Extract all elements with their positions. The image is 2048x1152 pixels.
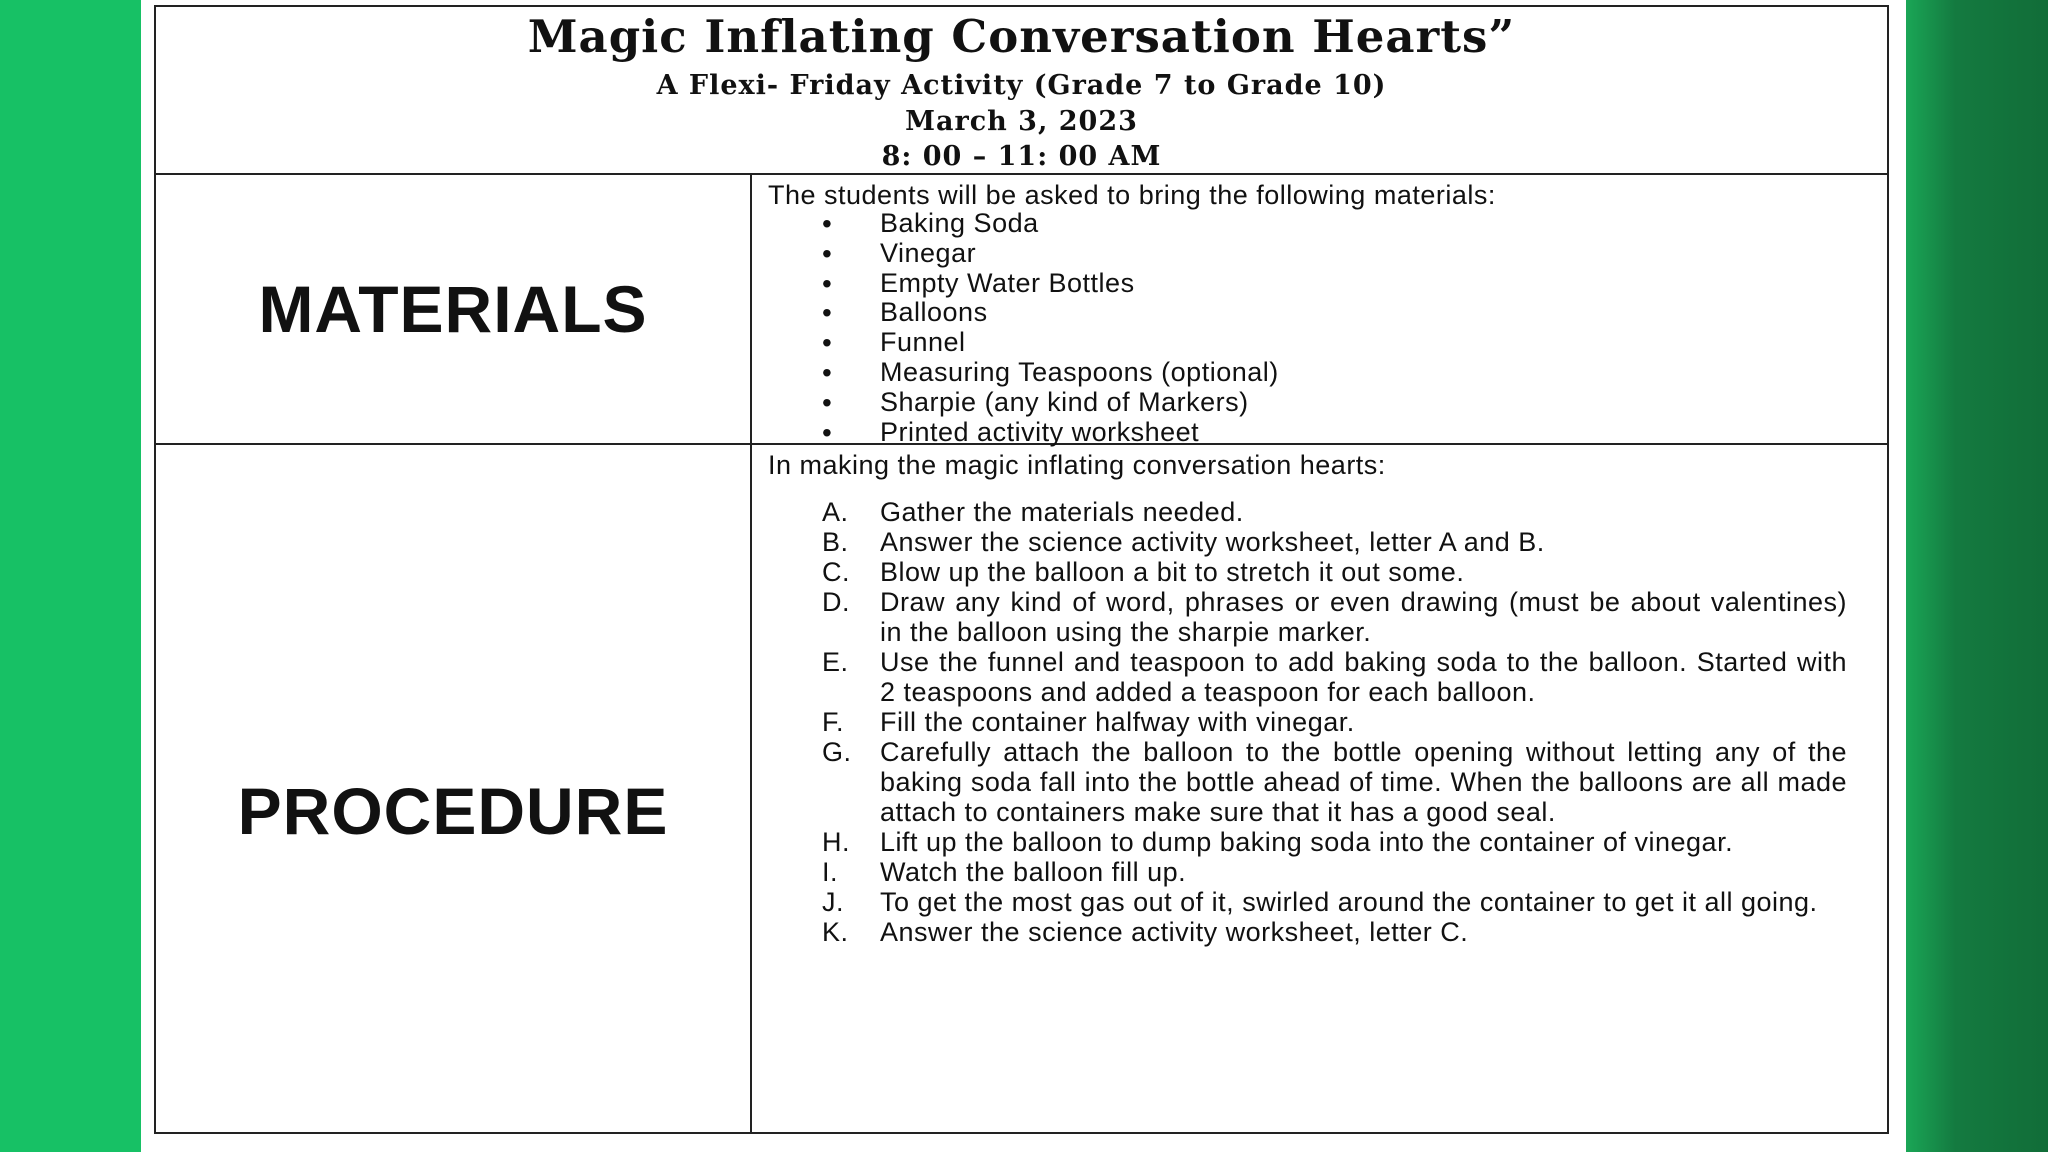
step-letter: K.: [822, 917, 849, 947]
procedure-row: [156, 445, 1887, 1134]
step-text: Answer the science activity worksheet, letter A and B.: [880, 527, 1545, 557]
list-item: [822, 737, 1847, 827]
list-item: • Sharpie (any kind of Markers): [822, 388, 1279, 418]
document-header: [156, 7, 1887, 175]
step-text: Blow up the balloon a bit to stretch it out some.: [880, 557, 1465, 587]
step-letter: A.: [822, 497, 849, 527]
list-item: [822, 557, 1847, 587]
step-text: Fill the container halfway with vinegar.: [880, 707, 1355, 737]
procedure-label: PROCEDURE: [156, 445, 752, 1134]
list-item: [822, 887, 1847, 917]
right-green-border: [1906, 0, 2048, 1152]
list-item: • Measuring Teaspoons (optional): [822, 358, 1279, 388]
step-text: Watch the balloon fill up.: [880, 857, 1187, 887]
list-item: [822, 857, 1847, 887]
list-item: [822, 827, 1847, 857]
activity-table: [154, 5, 1889, 1134]
step-letter: F.: [822, 707, 845, 737]
step-text: Carefully attach the balloon to the bottle opening without letting any of the baking soda fall into the bottle ahead of time. When the balloons are all made attach to containers make sure that it has a good seal.: [880, 737, 1847, 827]
step-text: To get the most gas out of it, swirled around the container to get it all going.: [880, 887, 1818, 917]
procedure-intro: In making the magic inflating conversation hearts:: [768, 450, 1386, 480]
step-letter: C.: [822, 557, 850, 587]
list-item: [822, 917, 1847, 947]
list-item: • Vinegar: [822, 239, 1279, 269]
materials-label: MATERIALS: [156, 175, 752, 443]
list-item: • Empty Water Bottles: [822, 269, 1279, 299]
list-item: • Funnel: [822, 328, 1279, 358]
step-letter: G.: [822, 737, 852, 767]
list-item: [822, 707, 1847, 737]
step-letter: I.: [822, 857, 839, 887]
list-item: [822, 587, 1847, 647]
list-item: • Baking Soda: [822, 209, 1279, 239]
activity-time: 8: 00 – 11: 00 AM: [881, 141, 1162, 172]
procedure-steps: [822, 497, 1847, 947]
procedure-content: [752, 445, 1887, 1134]
step-letter: H.: [822, 827, 850, 857]
activity-date: March 3, 2023: [905, 106, 1138, 137]
step-text: Use the funnel and teaspoon to add baking soda to the balloon. Started with 2 teaspoons and added a teaspoon for each balloon.: [880, 647, 1847, 707]
step-letter: E.: [822, 647, 849, 677]
list-item: [822, 497, 1847, 527]
step-letter: D.: [822, 587, 850, 617]
materials-list: [822, 209, 1279, 447]
list-item: • Printed activity worksheet: [822, 418, 1279, 448]
materials-content: [752, 175, 1887, 447]
step-text: Gather the materials needed.: [880, 497, 1244, 527]
step-letter: B.: [822, 527, 849, 557]
document-subtitle: A Flexi- Friday Activity (Grade 7 to Grade 10): [656, 70, 1387, 101]
step-text: Answer the science activity worksheet, letter C.: [880, 917, 1469, 947]
list-item: • Balloons: [822, 298, 1279, 328]
materials-intro: The students will be asked to bring the following materials:: [768, 180, 1496, 210]
step-letter: J.: [822, 887, 845, 917]
list-item: [822, 647, 1847, 707]
document-title: Magic Inflating Conversation Hearts”: [527, 10, 1516, 63]
list-item: [822, 527, 1847, 557]
step-text: Lift up the balloon to dump baking soda into the container of vinegar.: [880, 827, 1734, 857]
left-green-border: [0, 0, 141, 1152]
step-text: Draw any kind of word, phrases or even drawing (must be about valentines) in the balloon using the sharpie marker.: [880, 587, 1847, 647]
materials-row: [156, 175, 1887, 445]
